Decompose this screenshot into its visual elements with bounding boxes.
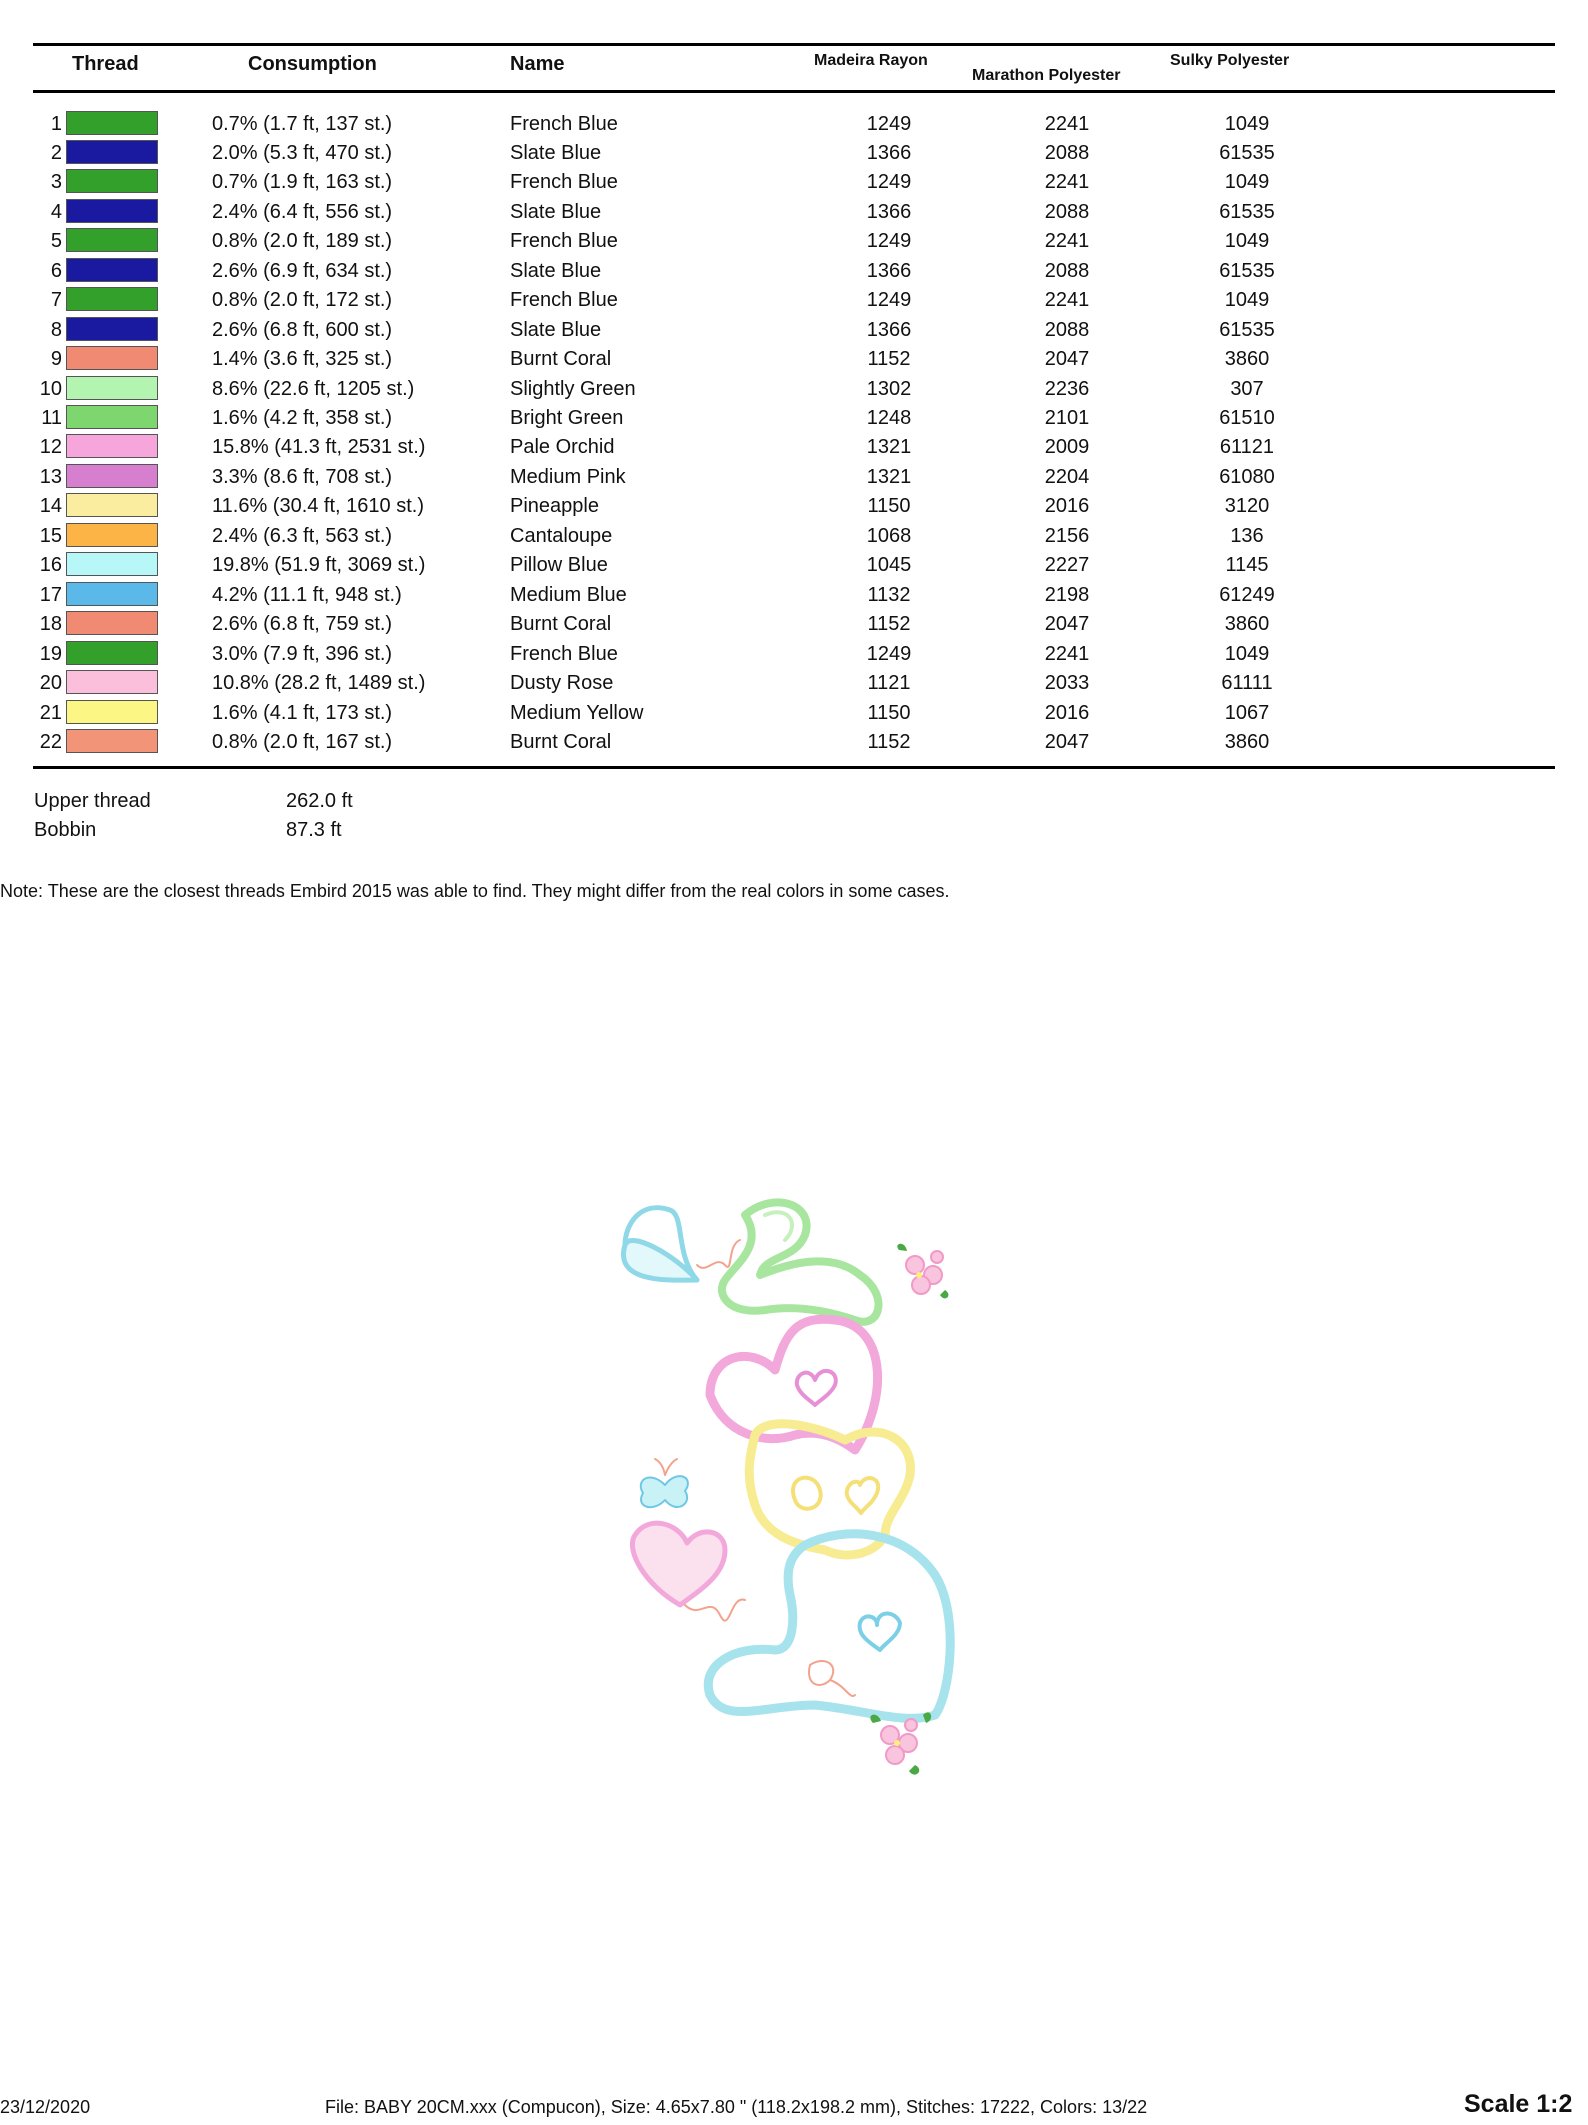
thread-name: Slate Blue bbox=[510, 259, 602, 282]
madeira-rayon-code: 1249 bbox=[866, 171, 912, 194]
sulky-polyester-code: 61535 bbox=[1219, 259, 1275, 282]
thread-color-swatch bbox=[66, 582, 158, 606]
marathon-polyester-code: 2156 bbox=[1044, 524, 1090, 547]
thread-consumption: 2.6% (6.8 ft, 600 st.) bbox=[212, 318, 393, 341]
thread-consumption: 4.2% (11.1 ft, 948 st.) bbox=[212, 583, 402, 606]
table-row bbox=[0, 168, 1588, 198]
marathon-polyester-code: 2047 bbox=[1044, 613, 1090, 636]
thread-consumption: 10.8% (28.2 ft, 1489 st.) bbox=[212, 672, 426, 695]
madeira-rayon-code: 1321 bbox=[866, 436, 912, 459]
thread-name: Pillow Blue bbox=[510, 554, 608, 577]
madeira-rayon-code: 1302 bbox=[866, 377, 912, 400]
thread-name: French Blue bbox=[510, 642, 618, 665]
sulky-polyester-code: 61249 bbox=[1219, 583, 1275, 606]
table-header-rule bbox=[33, 90, 1555, 93]
header-consumption: Consumption bbox=[248, 53, 377, 75]
thread-name: French Blue bbox=[510, 289, 618, 312]
sulky-polyester-code: 3120 bbox=[1224, 495, 1270, 518]
table-row bbox=[0, 728, 1588, 758]
marathon-polyester-code: 2241 bbox=[1044, 171, 1090, 194]
thread-number: 2 bbox=[50, 141, 62, 164]
footer-scale: Scale 1:2 bbox=[1464, 2090, 1573, 2118]
thread-consumption: 2.6% (6.8 ft, 759 st.) bbox=[212, 613, 393, 636]
marathon-polyester-code: 2236 bbox=[1044, 377, 1090, 400]
madeira-rayon-code: 1150 bbox=[867, 495, 911, 518]
thread-color-swatch bbox=[66, 405, 158, 429]
thread-number: 15 bbox=[39, 524, 62, 547]
embroidery-design-preview bbox=[615, 1195, 985, 1795]
thread-consumption: 8.6% (22.6 ft, 1205 st.) bbox=[212, 377, 415, 400]
thread-color-swatch bbox=[66, 611, 158, 635]
madeira-rayon-code: 1249 bbox=[866, 112, 912, 135]
marathon-polyester-code: 2241 bbox=[1044, 230, 1090, 253]
thread-color-swatch bbox=[66, 493, 158, 517]
sulky-polyester-code: 61080 bbox=[1219, 465, 1275, 488]
footer-date: 23/12/2020 bbox=[0, 2097, 91, 2117]
thread-consumption: 1.6% (4.1 ft, 173 st.) bbox=[212, 701, 393, 724]
sulky-polyester-code: 61121 bbox=[1219, 436, 1275, 459]
thread-consumption: 2.4% (6.3 ft, 563 st.) bbox=[212, 524, 393, 547]
table-row bbox=[0, 551, 1588, 581]
table-top-rule bbox=[33, 43, 1555, 46]
madeira-rayon-code: 1150 bbox=[867, 701, 911, 724]
thread-name: Burnt Coral bbox=[510, 348, 612, 371]
table-row bbox=[0, 463, 1588, 493]
sulky-polyester-code: 1049 bbox=[1224, 642, 1270, 665]
thread-color-swatch bbox=[66, 641, 158, 665]
thread-consumption: 2.6% (6.9 ft, 634 st.) bbox=[212, 259, 393, 282]
thread-consumption: 2.0% (5.3 ft, 470 st.) bbox=[212, 141, 393, 164]
thread-consumption: 0.8% (2.0 ft, 172 st.) bbox=[212, 289, 393, 312]
thread-color-swatch bbox=[66, 523, 158, 547]
thread-number: 13 bbox=[39, 465, 62, 488]
marathon-polyester-code: 2088 bbox=[1044, 200, 1090, 223]
madeira-rayon-code: 1249 bbox=[866, 642, 912, 665]
sulky-polyester-code: 3860 bbox=[1224, 348, 1270, 371]
thread-color-swatch bbox=[66, 258, 158, 282]
thread-color-swatch bbox=[66, 700, 158, 724]
marathon-polyester-code: 2016 bbox=[1044, 701, 1090, 724]
sulky-polyester-code: 1049 bbox=[1224, 112, 1270, 135]
marathon-polyester-code: 2088 bbox=[1044, 259, 1090, 282]
marathon-polyester-code: 2009 bbox=[1044, 436, 1090, 459]
sulky-polyester-code: 61535 bbox=[1219, 141, 1275, 164]
table-row bbox=[0, 581, 1588, 611]
table-row bbox=[0, 640, 1588, 670]
marathon-polyester-code: 2016 bbox=[1044, 495, 1090, 518]
green-letter bbox=[722, 1202, 879, 1321]
thread-number: 12 bbox=[39, 436, 62, 459]
sulky-polyester-code: 61535 bbox=[1219, 318, 1275, 341]
sulky-polyester-code: 61535 bbox=[1219, 200, 1275, 223]
table-row bbox=[0, 345, 1588, 375]
thread-number: 22 bbox=[39, 730, 62, 753]
table-bottom-rule bbox=[33, 766, 1555, 769]
thread-consumption: 1.4% (3.6 ft, 325 st.) bbox=[212, 348, 393, 371]
thread-number: 16 bbox=[39, 554, 62, 577]
thread-number: 18 bbox=[39, 613, 62, 636]
thread-consumption: 2.4% (6.4 ft, 556 st.) bbox=[212, 200, 393, 223]
pink-balloon-heart bbox=[632, 1523, 725, 1605]
thread-name: French Blue bbox=[510, 230, 618, 253]
thread-name: Slightly Green bbox=[510, 377, 636, 400]
upper-thread-label: Upper thread bbox=[34, 790, 151, 812]
thread-color-swatch bbox=[66, 464, 158, 488]
thread-consumption: 1.6% (4.2 ft, 358 st.) bbox=[212, 407, 393, 429]
marathon-polyester-code: 2047 bbox=[1044, 730, 1090, 753]
sulky-polyester-code: 1049 bbox=[1224, 171, 1270, 194]
thread-color-swatch bbox=[66, 199, 158, 223]
marathon-polyester-code: 2033 bbox=[1044, 672, 1090, 695]
thread-number: 11 bbox=[41, 407, 62, 429]
header-marathon-polyester: Marathon Polyester bbox=[972, 67, 1121, 84]
thread-number: 6 bbox=[50, 259, 62, 282]
thread-name: Medium Yellow bbox=[510, 701, 644, 724]
thread-consumption: 3.3% (8.6 ft, 708 st.) bbox=[212, 465, 393, 488]
madeira-rayon-code: 1321 bbox=[866, 465, 912, 488]
sulky-polyester-code: 1067 bbox=[1224, 701, 1270, 724]
marathon-polyester-code: 2241 bbox=[1044, 642, 1090, 665]
sulky-polyester-code: 1049 bbox=[1224, 230, 1270, 253]
thread-consumption: 15.8% (41.3 ft, 2531 st.) bbox=[212, 436, 426, 459]
thread-color-swatch bbox=[66, 140, 158, 164]
thread-number: 20 bbox=[39, 672, 62, 695]
thread-color-swatch bbox=[66, 169, 158, 193]
thread-consumption: 11.6% (30.4 ft, 1610 st.) bbox=[212, 495, 424, 518]
thread-consumption: 0.7% (1.9 ft, 163 st.) bbox=[212, 171, 393, 194]
thread-color-swatch bbox=[66, 376, 158, 400]
table-row bbox=[0, 699, 1588, 729]
table-row bbox=[0, 257, 1588, 287]
madeira-rayon-code: 1152 bbox=[867, 730, 911, 753]
blue-letter bbox=[708, 1534, 950, 1719]
madeira-rayon-code: 1366 bbox=[866, 259, 912, 282]
thread-name: Cantaloupe bbox=[510, 524, 613, 547]
thread-consumption: 0.7% (1.7 ft, 137 st.) bbox=[212, 112, 393, 135]
flower-cluster-top bbox=[897, 1244, 948, 1299]
marathon-polyester-code: 2241 bbox=[1044, 112, 1090, 135]
table-row bbox=[0, 492, 1588, 522]
thread-consumption: 0.8% (2.0 ft, 189 st.) bbox=[212, 230, 393, 253]
thread-number: 10 bbox=[39, 377, 62, 400]
thread-name: Medium Blue bbox=[510, 583, 627, 606]
thread-number: 9 bbox=[50, 348, 62, 371]
thread-color-swatch bbox=[66, 729, 158, 753]
thread-name: Dusty Rose bbox=[510, 672, 614, 695]
thread-consumption: 0.8% (2.0 ft, 167 st.) bbox=[212, 730, 393, 753]
thread-name: Slate Blue bbox=[510, 200, 602, 223]
table-row bbox=[0, 375, 1588, 405]
madeira-rayon-code: 1121 bbox=[867, 672, 911, 695]
thread-number: 1 bbox=[50, 112, 62, 135]
thread-color-swatch bbox=[66, 346, 158, 370]
bobbin-value: 87.3 ft bbox=[286, 819, 342, 841]
table-row bbox=[0, 110, 1588, 140]
marathon-polyester-code: 2088 bbox=[1044, 318, 1090, 341]
header-name: Name bbox=[510, 53, 565, 75]
thread-color-swatch bbox=[66, 228, 158, 252]
thread-number: 4 bbox=[50, 200, 62, 223]
thread-color-swatch bbox=[66, 552, 158, 576]
thread-color-swatch bbox=[66, 287, 158, 311]
thread-name: French Blue bbox=[510, 112, 618, 135]
sulky-polyester-code: 3860 bbox=[1224, 730, 1270, 753]
thread-name: Bright Green bbox=[510, 407, 624, 429]
footer-file-info: File: BABY 20CM.xxx (Compucon), Size: 4.65x7.80 " (118.2x198.2 mm), Stitches: 17222, Colors: 13/22 bbox=[325, 2097, 1148, 2117]
thread-name: Slate Blue bbox=[510, 141, 602, 164]
madeira-rayon-code: 1068 bbox=[866, 524, 912, 547]
thread-number: 8 bbox=[50, 318, 62, 341]
marathon-polyester-code: 2101 bbox=[1044, 407, 1090, 429]
thread-color-swatch bbox=[66, 670, 158, 694]
marathon-polyester-code: 2088 bbox=[1044, 141, 1090, 164]
thread-name: French Blue bbox=[510, 171, 618, 194]
sulky-polyester-code: 307 bbox=[1230, 377, 1264, 400]
thread-number: 19 bbox=[39, 642, 62, 665]
madeira-rayon-code: 1366 bbox=[866, 200, 912, 223]
madeira-rayon-code: 1366 bbox=[866, 318, 912, 341]
thread-name: Medium Pink bbox=[510, 465, 626, 488]
madeira-rayon-code: 1249 bbox=[866, 289, 912, 312]
pink-letter bbox=[710, 1319, 878, 1450]
thread-name: Burnt Coral bbox=[510, 613, 612, 636]
sulky-polyester-code: 1049 bbox=[1224, 289, 1270, 312]
table-row bbox=[0, 404, 1588, 434]
madeira-rayon-code: 1249 bbox=[866, 230, 912, 253]
thread-number: 3 bbox=[50, 171, 62, 194]
upper-thread-value: 262.0 ft bbox=[286, 790, 353, 812]
butterfly-decoration bbox=[641, 1459, 688, 1507]
madeira-rayon-code: 1248 bbox=[866, 407, 912, 429]
thread-name: Slate Blue bbox=[510, 318, 602, 341]
madeira-rayon-code: 1152 bbox=[867, 348, 911, 371]
sulky-polyester-code: 61111 bbox=[1221, 672, 1273, 695]
table-row bbox=[0, 227, 1588, 257]
note-text: Note: These are the closest threads Embird 2015 was able to find. They might differ from the real colors in some cases. bbox=[0, 881, 950, 901]
madeira-rayon-code: 1366 bbox=[866, 141, 912, 164]
table-row bbox=[0, 316, 1588, 346]
thread-name: Pale Orchid bbox=[510, 436, 615, 459]
table-row bbox=[0, 522, 1588, 552]
header-sulky-polyester: Sulky Polyester bbox=[1170, 52, 1290, 69]
sulky-polyester-code: 1145 bbox=[1225, 554, 1269, 577]
madeira-rayon-code: 1045 bbox=[866, 554, 912, 577]
table-row bbox=[0, 286, 1588, 316]
thread-number: 7 bbox=[50, 289, 62, 312]
thread-color-swatch bbox=[66, 317, 158, 341]
marathon-polyester-code: 2047 bbox=[1044, 348, 1090, 371]
marathon-polyester-code: 2227 bbox=[1044, 554, 1090, 577]
thread-name: Pineapple bbox=[510, 495, 599, 518]
marathon-polyester-code: 2241 bbox=[1044, 289, 1090, 312]
thread-color-swatch bbox=[66, 111, 158, 135]
sulky-polyester-code: 3860 bbox=[1224, 613, 1270, 636]
marathon-polyester-code: 2204 bbox=[1044, 465, 1090, 488]
thread-number: 14 bbox=[39, 495, 62, 518]
thread-name: Burnt Coral bbox=[510, 730, 612, 753]
bobbin-label: Bobbin bbox=[34, 819, 97, 841]
madeira-rayon-code: 1152 bbox=[867, 613, 911, 636]
sulky-polyester-code: 136 bbox=[1230, 524, 1264, 547]
thread-number: 21 bbox=[39, 701, 62, 724]
thread-consumption: 3.0% (7.9 ft, 396 st.) bbox=[212, 642, 393, 665]
madeira-rayon-code: 1132 bbox=[867, 583, 911, 606]
thread-color-swatch bbox=[66, 434, 158, 458]
thread-number: 5 bbox=[50, 230, 62, 253]
table-row bbox=[0, 433, 1588, 463]
sulky-polyester-code: 61510 bbox=[1219, 407, 1275, 429]
header-madeira-rayon: Madeira Rayon bbox=[814, 52, 928, 69]
marathon-polyester-code: 2198 bbox=[1044, 583, 1090, 606]
header-thread: Thread bbox=[72, 53, 139, 75]
thread-consumption: 19.8% (51.9 ft, 3069 st.) bbox=[212, 554, 426, 577]
table-row bbox=[0, 139, 1588, 169]
table-row bbox=[0, 198, 1588, 228]
thread-number: 17 bbox=[39, 583, 62, 606]
table-row bbox=[0, 610, 1588, 640]
table-row bbox=[0, 669, 1588, 699]
